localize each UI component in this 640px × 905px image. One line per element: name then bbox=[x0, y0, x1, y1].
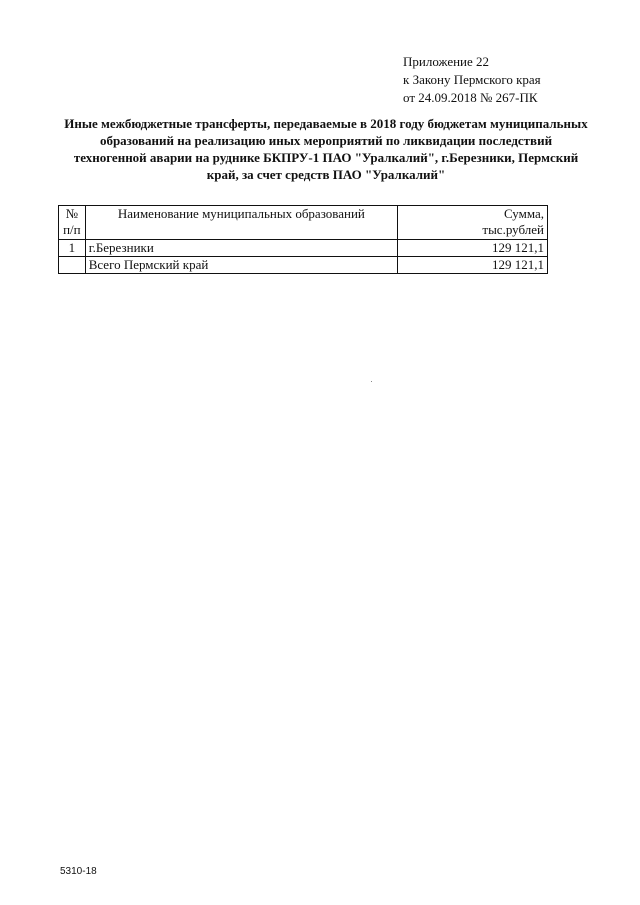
header-municipality: Наименование муниципальных образований bbox=[85, 206, 397, 240]
header-amount bbox=[398, 206, 548, 240]
header-number-abbr: п/п bbox=[63, 222, 81, 237]
header-amount-unit: тыс.рублей bbox=[482, 222, 544, 237]
appendix-number: Приложение 22 bbox=[403, 54, 490, 69]
scan-speck bbox=[371, 381, 372, 382]
appendix-law: к Закону Пермского края bbox=[403, 72, 541, 87]
appendix-law-date: от 24.09.2018 № 267-ПК bbox=[403, 90, 538, 105]
table-row bbox=[59, 240, 548, 257]
total-amount: 129 121,1 bbox=[398, 257, 548, 274]
row-amount: 129 121,1 bbox=[398, 240, 548, 257]
table-total-row bbox=[59, 257, 548, 274]
title-line-3: техногенной аварии на руднике БКПРУ-1 ПАО "Уралкалий", г.Березники, Пермский bbox=[73, 150, 579, 165]
total-number bbox=[59, 257, 86, 274]
total-label: Всего Пермский край bbox=[85, 257, 397, 274]
header-number bbox=[59, 206, 86, 240]
header-amount-label: Сумма, bbox=[503, 206, 544, 221]
table-header-row bbox=[59, 206, 548, 240]
row-number: 1 bbox=[59, 240, 86, 257]
title-line-4: край, за счет средств ПАО "Уралкалий" bbox=[206, 167, 446, 182]
header-number-symbol: № bbox=[65, 206, 79, 221]
transfers-table bbox=[58, 205, 548, 274]
title-line-2: образований на реализацию иных мероприятий по ликвидации последствий bbox=[99, 133, 553, 148]
document-title bbox=[52, 115, 600, 183]
title-line-1: Иные межбюджетные трансферты, передаваемые в 2018 году бюджетам муниципальных bbox=[64, 116, 588, 131]
document-code: 5310-18 bbox=[60, 866, 97, 877]
appendix-reference bbox=[403, 53, 541, 107]
row-municipality: г.Березники bbox=[85, 240, 397, 257]
